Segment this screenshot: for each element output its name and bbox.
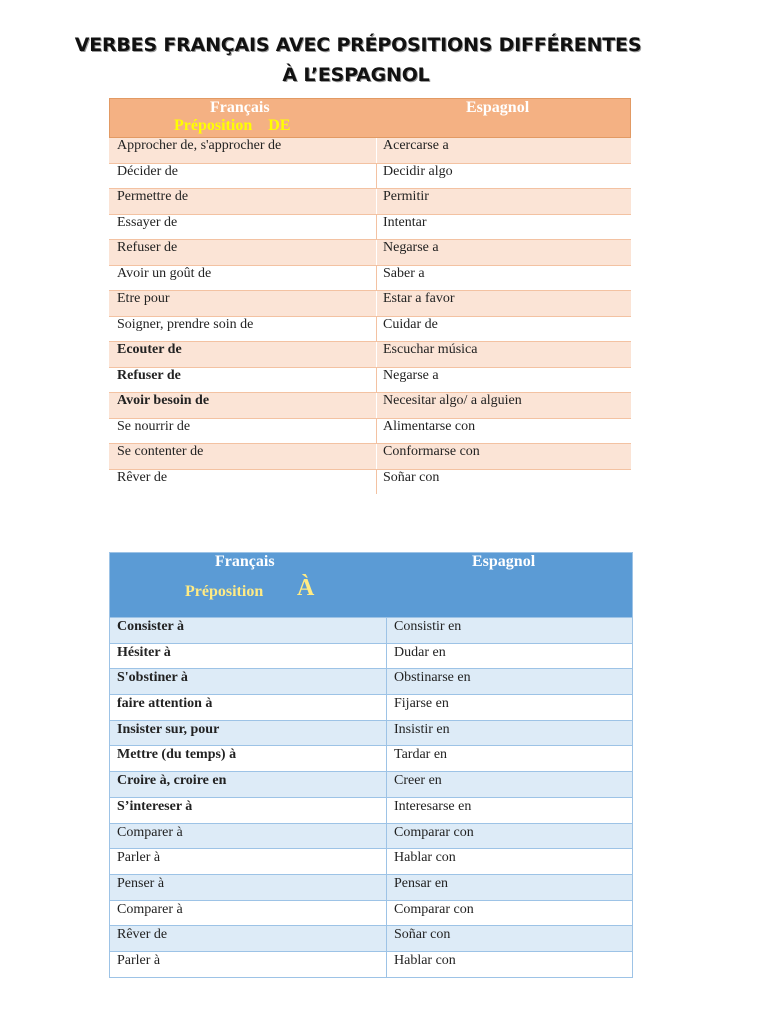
cell-francais: Essayer de [117, 214, 178, 230]
cell-espagnol: Comparar con [394, 824, 474, 840]
cell-espagnol: Necesitar algo/ a alguien [383, 393, 522, 408]
header-francais: Français [210, 99, 270, 116]
cell-espagnol: Consistir en [394, 619, 462, 634]
column-divider [386, 721, 387, 746]
table-preposition-de [109, 98, 631, 494]
table-row [110, 745, 632, 771]
column-divider [376, 342, 377, 367]
cell-francais: S'obstiner à [117, 670, 188, 686]
column-divider [386, 695, 387, 720]
cell-francais: S’intereser à [117, 798, 193, 814]
cell-espagnol: Alimentarse con [383, 418, 476, 434]
cell-francais: Parler à [117, 952, 161, 968]
table-row [109, 189, 631, 215]
table-row [109, 470, 631, 495]
cell-francais: Rêver de [117, 469, 168, 485]
cell-francais: Soigner, prendre soin de [117, 316, 254, 332]
table-row [109, 164, 631, 190]
header-espagnol: Espagnol [472, 553, 536, 570]
column-divider [386, 772, 387, 797]
cell-espagnol: Acercarse a [383, 138, 449, 153]
cell-francais: Refuser de [117, 240, 178, 255]
table-row [109, 138, 631, 164]
column-divider [376, 138, 377, 163]
column-divider [386, 952, 387, 977]
table-header [109, 98, 631, 138]
cell-francais: Etre pour [117, 291, 170, 306]
column-divider [386, 644, 387, 669]
header-preposition-letter: À [297, 575, 315, 601]
column-divider [376, 470, 377, 495]
page-subtitle: À L’ESPAGNOL [282, 64, 430, 86]
page-title: VERBES FRANÇAIS AVEC PRÉPOSITIONS DIFFÉRENTES [74, 34, 642, 56]
cell-espagnol: Dudar en [394, 644, 446, 660]
table-row [110, 951, 632, 977]
cell-espagnol: Decidir algo [383, 163, 453, 179]
column-divider [376, 368, 377, 393]
table-row [109, 342, 631, 368]
cell-francais: Penser à [117, 875, 165, 891]
column-divider [386, 746, 387, 771]
table-row [109, 393, 631, 419]
cell-francais: Se contenter de [117, 444, 204, 459]
table-row [110, 694, 632, 720]
cell-espagnol: Negarse a [383, 240, 439, 255]
cell-francais: Parler à [117, 850, 161, 866]
column-divider [376, 266, 377, 291]
table-row [110, 925, 632, 951]
cell-francais: Croire à, croire en [117, 773, 227, 789]
table-body [110, 617, 632, 977]
column-divider [386, 901, 387, 926]
column-divider [386, 875, 387, 900]
cell-francais: Rêver de [117, 927, 168, 943]
cell-francais: Mettre (du temps) à [117, 747, 237, 763]
table-row [110, 771, 632, 797]
table-row [109, 291, 631, 317]
cell-espagnol: Cuidar de [383, 316, 438, 332]
cell-francais: Refuser de [117, 367, 181, 383]
column-divider [376, 444, 377, 469]
cell-francais: Avoir un goût de [117, 265, 212, 281]
cell-francais: Ecouter de [117, 342, 182, 357]
header-francais: Français [215, 553, 275, 570]
table-row [110, 823, 632, 849]
cell-espagnol: Comparar con [394, 901, 474, 917]
cell-espagnol: Soñar con [383, 469, 440, 485]
cell-francais: Approcher de, s'approcher de [117, 138, 282, 153]
table-preposition-a [109, 552, 633, 978]
cell-espagnol: Tardar en [394, 747, 448, 763]
cell-espagnol: Insistir en [394, 721, 450, 737]
cell-espagnol: Hablar con [394, 850, 456, 866]
column-divider [376, 240, 377, 265]
column-divider [386, 849, 387, 874]
column-divider [376, 189, 377, 214]
column-divider [386, 926, 387, 951]
cell-espagnol: Estar a favor [383, 291, 455, 306]
cell-francais: Comparer à [117, 824, 183, 840]
cell-espagnol: Creer en [394, 773, 442, 789]
cell-espagnol: Intentar [383, 214, 427, 230]
cell-espagnol: Saber a [383, 265, 425, 281]
header-preposition: Préposition [185, 583, 264, 600]
table-row [109, 266, 631, 292]
cell-francais: Permettre de [117, 189, 189, 204]
column-divider [376, 317, 377, 342]
cell-espagnol: Soñar con [394, 927, 451, 943]
table-row [110, 848, 632, 874]
table-row [110, 797, 632, 823]
cell-francais: faire attention à [117, 696, 213, 712]
cell-francais: Se nourrir de [117, 418, 191, 434]
cell-espagnol: Fijarse en [394, 696, 449, 712]
table-header [110, 553, 632, 617]
table-row [109, 215, 631, 241]
cell-espagnol: Obstinarse en [394, 670, 471, 686]
column-divider [376, 164, 377, 189]
cell-espagnol: Escuchar música [383, 342, 478, 357]
cell-espagnol: Permitir [383, 189, 429, 204]
table-row [110, 617, 632, 643]
table-row [109, 368, 631, 394]
cell-francais: Consister à [117, 619, 185, 634]
column-divider [386, 798, 387, 823]
table-row [109, 317, 631, 343]
table-row [110, 643, 632, 669]
table-row [110, 668, 632, 694]
column-divider [386, 618, 387, 643]
table-row [109, 419, 631, 445]
cell-espagnol: Conformarse con [383, 444, 480, 459]
column-divider [376, 393, 377, 418]
table-row [109, 240, 631, 266]
column-divider [376, 419, 377, 444]
cell-francais: Décider de [117, 163, 179, 179]
cell-espagnol: Pensar en [394, 875, 449, 891]
cell-francais: Avoir besoin de [117, 393, 210, 408]
table-row [110, 900, 632, 926]
cell-espagnol: Hablar con [394, 952, 456, 968]
table-row [109, 444, 631, 470]
column-divider [386, 824, 387, 849]
header-espagnol: Espagnol [466, 99, 530, 116]
cell-espagnol: Negarse a [383, 367, 439, 383]
table-row [110, 720, 632, 746]
header-preposition: Préposition DE [174, 117, 291, 134]
column-divider [376, 291, 377, 316]
column-divider [376, 215, 377, 240]
column-divider [386, 669, 387, 694]
table-body [109, 138, 631, 494]
table-row [110, 874, 632, 900]
cell-francais: Hésiter à [117, 644, 171, 660]
cell-francais: Comparer à [117, 901, 183, 917]
cell-espagnol: Interesarse en [394, 798, 472, 814]
cell-francais: Insister sur, pour [117, 721, 220, 737]
